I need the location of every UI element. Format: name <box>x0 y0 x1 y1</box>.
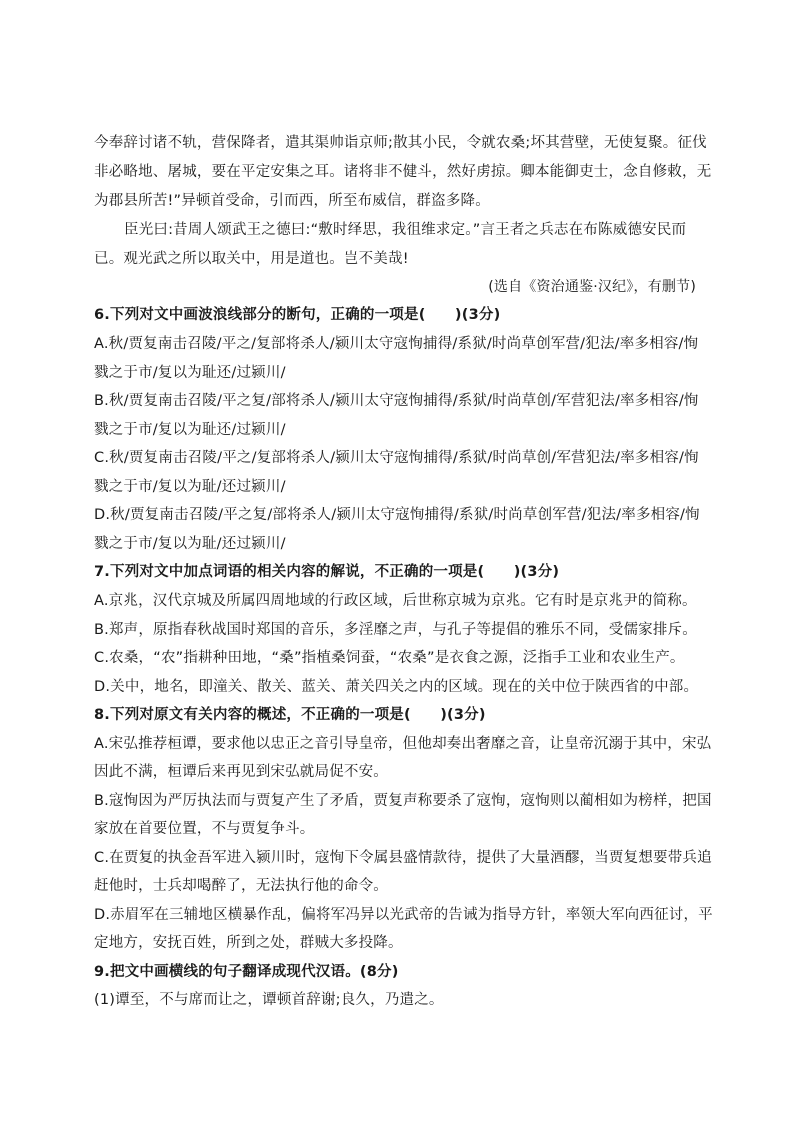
option-line: 赶他时，士兵却喝醉了，无法执行他的命令。 <box>94 878 388 894</box>
option-line: 戮之于市/复以为耻/还过颍川/ <box>94 536 286 552</box>
passage-line: 为郡县所苦!”异顿首受命，引而西，所至布威信，群盗多降。 <box>94 193 490 209</box>
option-line: B.秋/贾复南击召陵/平之复/部将杀人/颍川太守寇恂捕得/系狱/时尚草创/军营犯法/率多相容/恂 <box>94 393 699 409</box>
option-line: B.寇恂因为严厉执法而与贾复产生了矛盾，贾复声称要杀了寇恂，寇恂则以蔺相如为榜样，把国 <box>94 793 712 809</box>
option-line: D.赤眉军在三辅地区横暴作乱，偏将军冯异以光武帝的告诫为指导方针，率领大军向西征讨，平 <box>94 907 713 923</box>
option-line: D.关中，地名，即潼关、散关、蓝关、萧关四关之内的区域。现在的关中位于陕西省的中部。 <box>94 679 699 695</box>
option-line: A.京兆，汉代京城及所属四周地域的行政区域，后世称京城为京兆。它有时是京兆尹的简称。 <box>94 593 697 609</box>
option-line: 家放在首要位置，不与贾复争斗。 <box>94 821 315 837</box>
passage-line: 臣光曰:昔周人颂武王之德曰:“敷时绎思，我徂维求定。”言王者之兵志在布陈威德安民而 <box>124 222 687 238</box>
option-line: C.秋/贾复南击召陵/平之/复部将杀人/颍川太守寇恂捕得/系狱/时尚草创/军营犯法/率多相容/恂 <box>94 450 699 466</box>
passage-line: 今奉辞讨诸不轨，营保降者，遣其渠帅诣京师;散其小民，令就农桑;坏其营壁，无使复聚。征伐 <box>94 135 707 151</box>
question-stem: 9.把文中画横线的句子翻译成现代汉语。(8分) <box>94 964 399 980</box>
option-line: 定地方，安抚百姓，所到之处，群贼大多投降。 <box>94 935 403 951</box>
source-citation: (选自《资治通鉴·汉纪》，有删节) <box>488 279 696 295</box>
option-line: 戮之于市/复以为耻/还过颍川/ <box>94 479 286 495</box>
option-line: B.郑声，原指春秋战国时郑国的音乐，多淫靡之声，与孔子等提倡的雅乐不同，受儒家排斥。 <box>94 622 697 638</box>
option-line: 因此不满，桓谭后来再见到宋弘就局促不安。 <box>94 764 388 780</box>
option-line: A.秋/贾复南击召陵/平之/复部将杀人/颍川太守寇恂捕得/系狱/时尚草创军营/犯法/率多相容/恂 <box>94 336 699 352</box>
option-line: C.在贾复的执金吾军进入颍川时，寇恂下令属县盛情款待，提供了大量酒醪，当贾复想要带兵追 <box>94 850 712 866</box>
question-stem: 7.下列对文中加点词语的相关内容的解说，不正确的一项是( )(3分) <box>94 564 560 580</box>
option-line: A.宋弘推荐桓谭，要求他以忠正之音引导皇帝，但他却奏出奢靡之音，让皇帝沉溺于其中，宋弘 <box>94 736 712 752</box>
option-line: C.农桑，“农”指耕种田地，“桑”指植桑饲蚕，“农桑”是衣食之源，泛指手工业和农业生产。 <box>94 650 685 666</box>
question-stem: 8.下列对原文有关内容的概述，不正确的一项是( )(3分) <box>94 707 486 723</box>
passage-line: 已。观光武之所以取关中，用是道也。岂不美哉! <box>94 251 409 267</box>
option-line: 戮之于市/复以为耻还/过颍川/ <box>94 422 286 438</box>
passage-line: 非必略地、屠城，要在平定安集之耳。诸将非不健斗，然好虏掠。卿本能御吏士，念自修敕，无 <box>94 164 712 180</box>
option-line: (1)谭至，不与席而让之，谭顿首辞谢;良久，乃遣之。 <box>94 992 444 1008</box>
question-stem: 6.下列对文中画波浪线部分的断句，正确的一项是( )(3分) <box>94 307 501 323</box>
option-line: 戮之于市/复以为耻还/过颍川/ <box>94 365 286 381</box>
option-line: D.秋/贾复南击召陵/平之复/部将杀人/颍川太守寇恂捕得/系狱/时尚草创军营/犯法/率多相容/恂 <box>94 507 700 523</box>
